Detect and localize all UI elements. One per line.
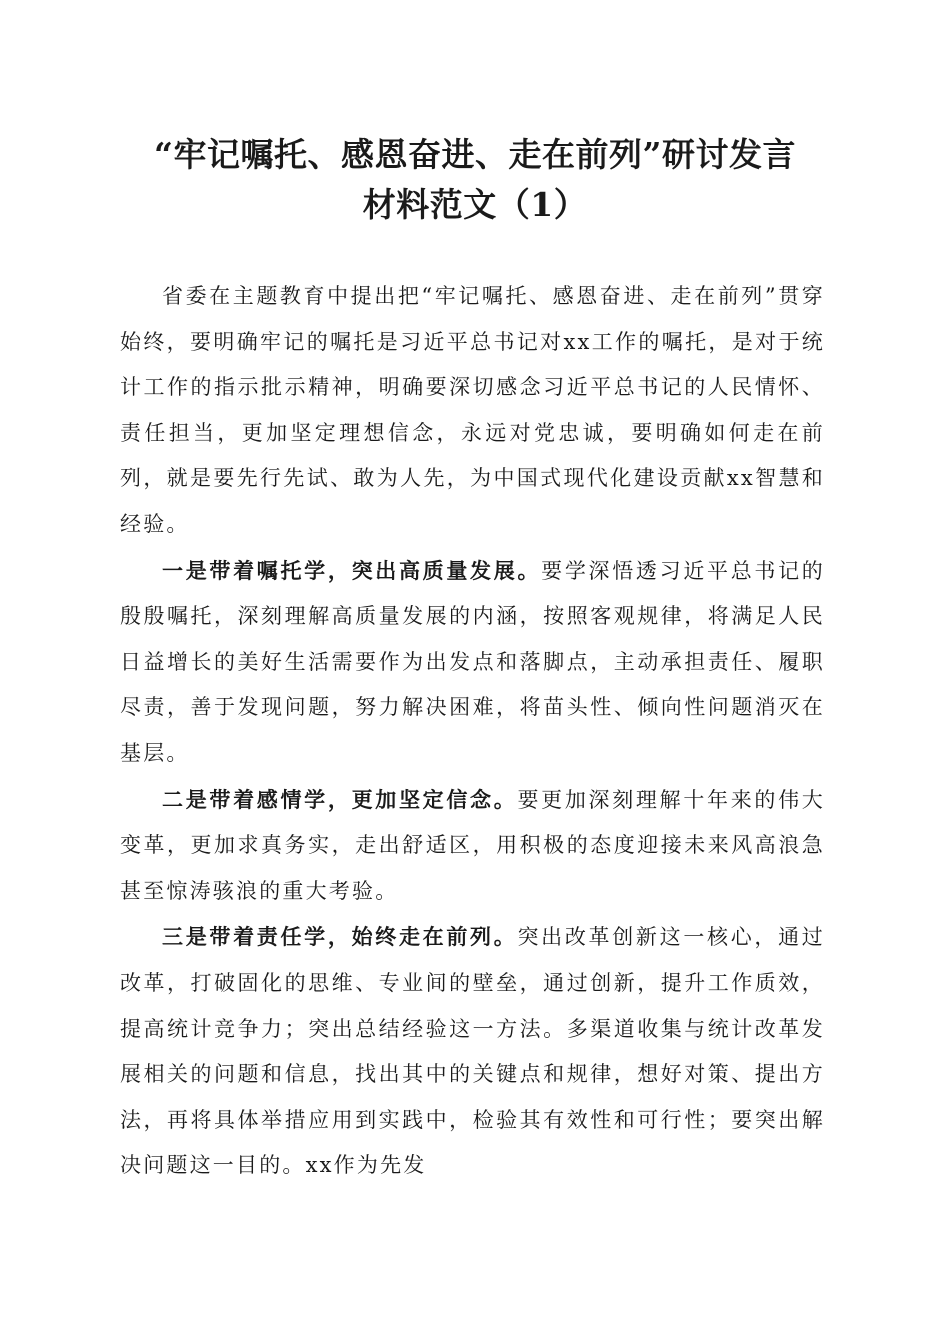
paragraph-lead: 二是带着感情学，更加坚定信念。 [162,786,518,812]
document-title [110,130,840,230]
paragraph-text: 突出改革创新这一核心，通过改革，打破固化的思维、专业间的壁垒，通过创新，提升工作质效，提高统计竞争力；突出总结经验这一方法。多渠道收集与统计改革发展相关的问题和信息，找出其中的关键点和规律，想好对策、提出方法，再将具体举措应用到实践中，检验其有效性和可行性；要突出解决问题这一目的。xx作为先发 [120,925,826,1178]
paragraph-lead: 一是带着嘱托学，突出高质量发展。 [162,557,542,583]
title-line-2: 材料范文（1） [362,185,588,224]
paragraph-text: 要学深悟透习近平总书记的殷殷嘱托，深刻理解高质量发展的内涵，按照客观规律，将满足人民日益增长的美好生活需要作为出发点和落脚点，主动承担责任、履职尽责，善于发现问题，努力解决困难，将苗头性、倾向性问题消灭在基层。 [120,558,825,765]
paragraph-text: 省委在主题教育中提出把“牢记嘱托、感恩奋进、走在前列”贯穿始终，要明确牢记的嘱托是习近平总书记对xx工作的嘱托，是对于统计工作的指示批示精神，明确要深切感念习近平总书记的人民情怀、责任担当，更加坚定理想信念，永远对党忠诚，要明确如何走在前列，就是要先行先试、敢为人先，为中国式现代化建设贡献xx智慧和经验。 [120,284,825,536]
paragraph-point-2 [120,777,825,915]
paragraph-point-3 [120,914,825,1189]
paragraph-text: 要更加深刻理解十年来的伟大变革，更加求真务实，走出舒适区，用积极的态度迎接未来风高浪急甚至惊涛骇浪的重大考验。 [120,787,826,903]
paragraph-lead: 三是带着责任学，始终走在前列。 [162,924,518,950]
paragraph-intro [120,274,825,548]
title-line-1: “牢记嘱托、感恩奋进、走在前列”研讨发言 [154,135,796,174]
document-body [120,274,825,1189]
paragraph-point-1 [120,548,825,777]
